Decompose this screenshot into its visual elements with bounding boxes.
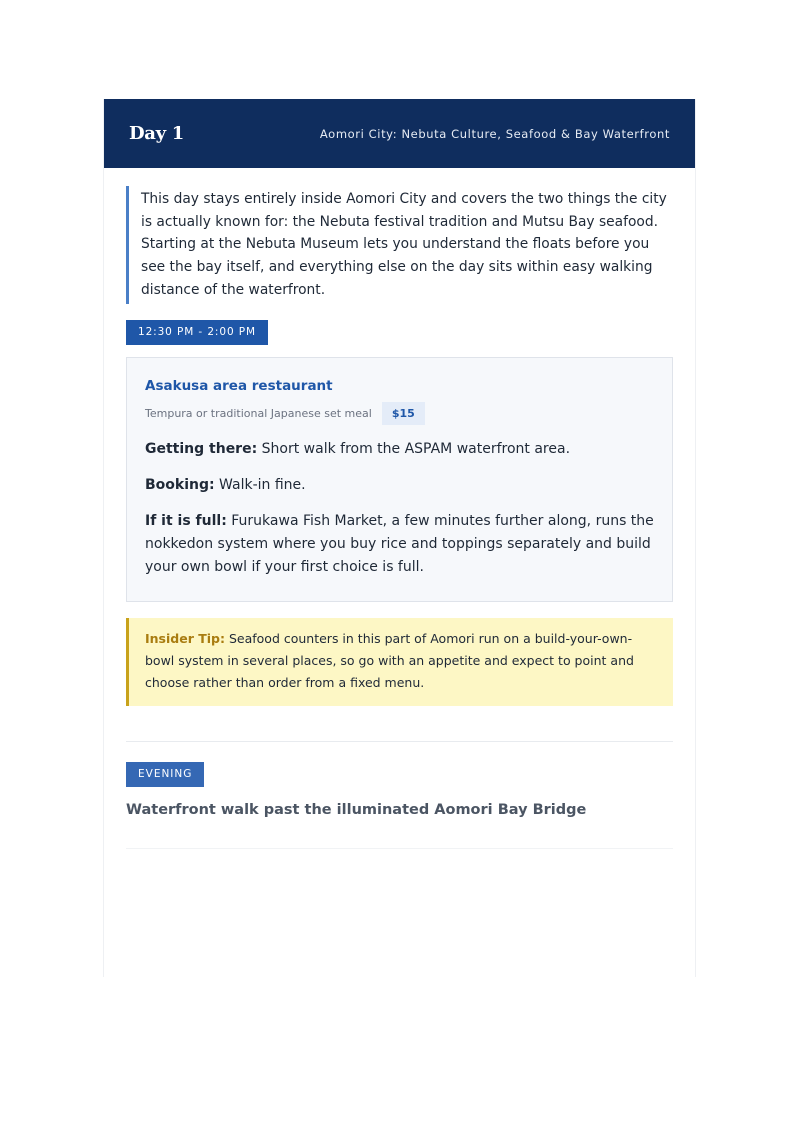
price-tag: $15 xyxy=(382,402,425,425)
section-divider-bottom xyxy=(126,848,673,849)
restaurant-card xyxy=(126,357,673,602)
if-full-detail xyxy=(145,510,654,579)
restaurant-meta xyxy=(145,402,654,425)
itinerary-day-card xyxy=(103,99,696,977)
booking-detail xyxy=(145,474,654,497)
time-slot-badge: 12:30 PM - 2:00 PM xyxy=(126,320,268,345)
day-header xyxy=(104,99,695,168)
intro-quote: This day stays entirely inside Aomori City and covers the two things the city is actually known for: the Nebuta festival tradition and Mutsu Bay seafood. Starting at the Nebuta Museum lets you understand the floats before you see the bay itself, and everything else on the day sits within easy walking distance of the waterfront. xyxy=(126,186,673,304)
booking-label: Booking: xyxy=(145,476,215,493)
evening-title: Waterfront walk past the illuminated Aomori Bay Bridge xyxy=(126,801,587,818)
section-divider xyxy=(126,741,673,742)
day-title: Day 1 xyxy=(129,123,185,144)
if-full-text: Furukawa Fish Market, a few minutes further along, runs the nokkedon system where you buy rice and toppings separately and build your own bowl if your first choice is full. xyxy=(145,512,654,575)
meal-description: Tempura or traditional Japanese set meal xyxy=(145,406,372,420)
getting-there-label: Getting there: xyxy=(145,440,258,457)
if-full-label: If it is full: xyxy=(145,512,227,529)
getting-there-detail xyxy=(145,438,654,461)
getting-there-text: Short walk from the ASPAM waterfront area. xyxy=(257,440,571,457)
insider-tip xyxy=(126,618,673,706)
booking-text: Walk-in fine. xyxy=(214,476,306,493)
day-subtitle: Aomori City: Nebuta Culture, Seafood & Bay Waterfront xyxy=(319,126,670,141)
tip-text: Seafood counters in this part of Aomori run on a build-your-own-bowl system in several places, so go with an appetite and expect to point and choose rather than order from a fixed menu. xyxy=(145,630,634,690)
restaurant-name: Asakusa area restaurant xyxy=(145,377,333,394)
evening-badge: EVENING xyxy=(126,762,204,787)
day-body xyxy=(104,168,695,849)
tip-label: Insider Tip: xyxy=(145,630,225,646)
